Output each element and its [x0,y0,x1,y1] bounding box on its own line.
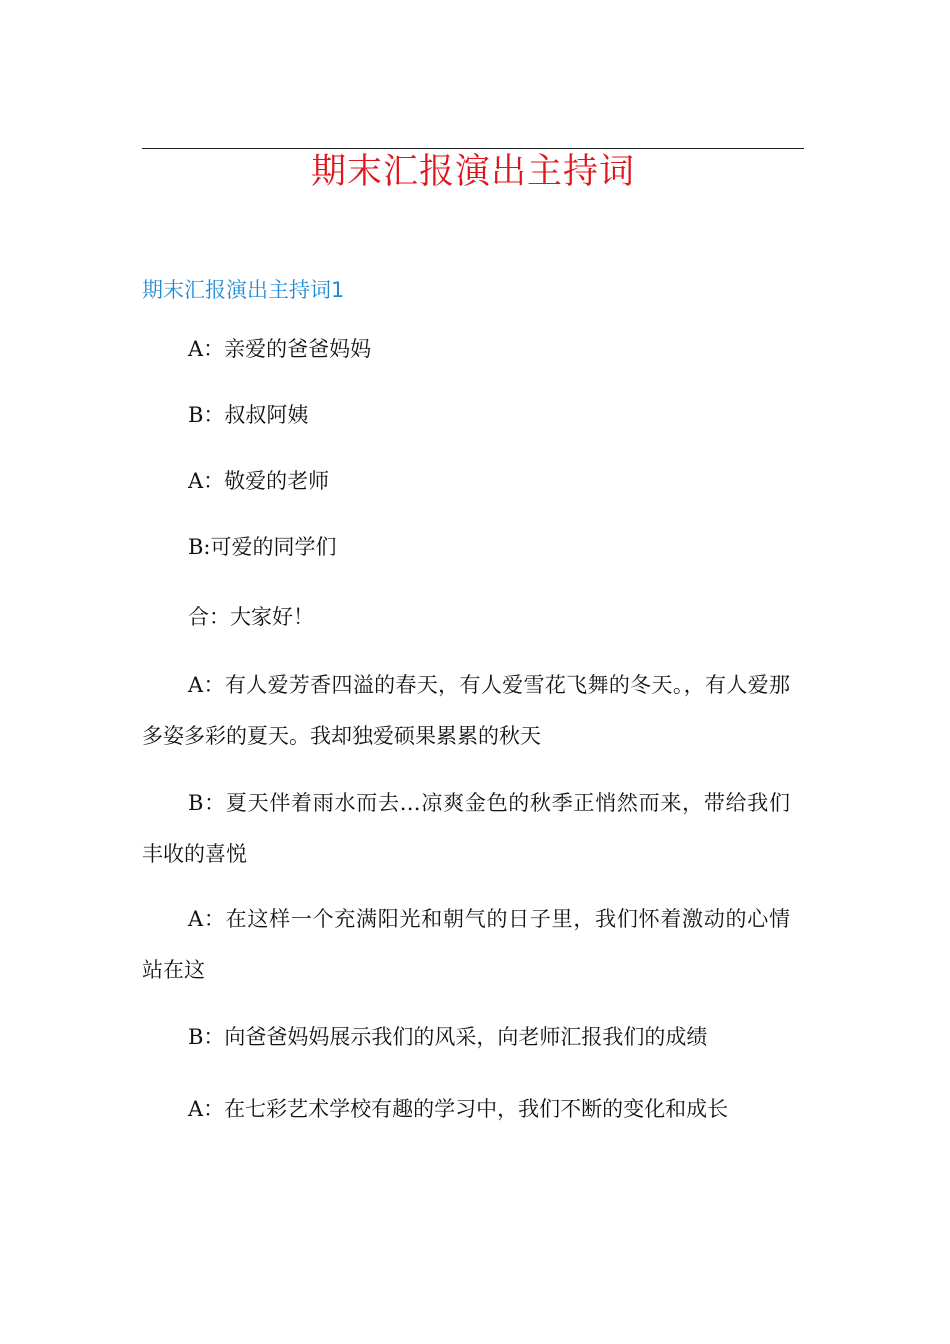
paragraph-6: A：有人爱芳香四溢的春天，有人爱雪花飞舞的冬天。，有人爱那多姿多彩的夏天。我却独爱硕果累累的秋天 [142,673,790,748]
section-heading: 期末汇报演出主持词1 [142,278,345,302]
paragraph-5: 合：大家好！ [188,605,314,629]
paragraph-1: A：亲爱的爸爸妈妈 [188,337,372,361]
paragraph-10: A：在七彩艺术学校有趣的学习中，我们不断的变化和成长 [188,1097,729,1121]
paragraph-4: B:可爱的同学们 [188,535,337,559]
paragraph-7: B：夏天伴着雨水而去…凉爽金色的秋季正悄然而来，带给我们丰收的喜悦 [142,791,790,866]
title-divider-line [142,148,804,149]
paragraph-9: B：向爸爸妈妈展示我们的风采，向老师汇报我们的成绩 [188,1025,708,1049]
paragraph-8: A：在这样一个充满阳光和朝气的日子里，我们怀着激动的心情站在这 [142,907,790,982]
paragraph-3: A：敬爱的老师 [188,469,330,493]
document-title: 期末汇报演出主持词 [310,152,635,192]
paragraph-2: B：叔叔阿姨 [188,403,309,427]
